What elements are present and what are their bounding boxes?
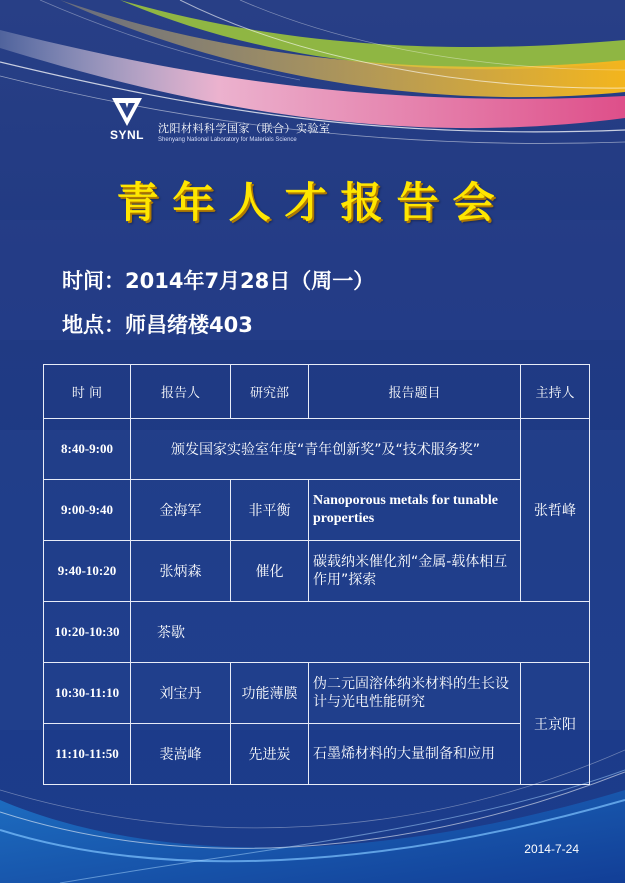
table-row [44,480,590,541]
row-topic: 碳载纳米催化剂“金属-载体相互作用”探索 [309,541,521,602]
synl-mark [110,96,154,144]
row-time: 11:10-11:50 [44,724,131,785]
event-time [62,265,374,295]
row-time: 9:00-9:40 [44,480,131,541]
row-topic: 石墨烯材料的大量制备和应用 [309,724,521,785]
row-department: 先进炭 [231,724,309,785]
logo-name-cn: 沈阳材料科学国家（联合）实验室 [158,122,331,135]
row-speaker: 金海军 [131,480,231,541]
time-label: 时间： [62,269,125,293]
row-speaker: 刘宝丹 [131,663,231,724]
poster-title: 青年人才报告会 [116,178,509,227]
host-cell: 王京阳 [521,663,590,785]
header-department: 研究部 [231,365,309,419]
row-topic: Nanoporous metals for tunable properties [309,480,521,541]
row-department: 非平衡 [231,480,309,541]
logo-text [158,120,331,143]
row-speaker: 裴嵩峰 [131,724,231,785]
header-time: 时 间 [44,365,131,419]
row-department: 催化 [231,541,309,602]
tea-break: 茶歇 [131,602,590,663]
row-speaker: 张炳森 [131,541,231,602]
row-time: 10:30-11:10 [44,663,131,724]
table-row [44,419,590,480]
synl-triangle-icon [110,96,144,128]
table-row [44,724,590,785]
host-cell: 张哲峰 [521,419,590,602]
header-host: 主持人 [521,365,590,419]
award-ceremony: 颁发国家实验室年度“青年创新奖”及“技术服务奖” [131,419,521,480]
place-label: 地点： [62,313,125,337]
time-value: 2014年7月28日（周一） [125,269,375,293]
row-time: 9:40-10:20 [44,541,131,602]
table-row [44,663,590,724]
logo-name-en: Shenyang National Laboratory for Materials Science [158,137,297,143]
row-department: 功能薄膜 [231,663,309,724]
row-time: 8:40-9:00 [44,419,131,480]
table-row [44,541,590,602]
lab-logo [110,96,331,144]
event-place [62,309,253,339]
schedule-table [43,364,590,785]
table-header-row [44,365,590,419]
row-topic: 伪二元固溶体纳米材料的生长设计与光电性能研究 [309,663,521,724]
logo-abbreviation: SYNL [110,128,145,142]
header-speaker: 报告人 [131,365,231,419]
row-time: 10:20-10:30 [44,602,131,663]
place-value: 师昌绪楼403 [125,313,253,337]
header-topic: 报告题目 [309,365,521,419]
issue-date: 2014-7-24 [524,842,579,856]
table-row [44,602,590,663]
